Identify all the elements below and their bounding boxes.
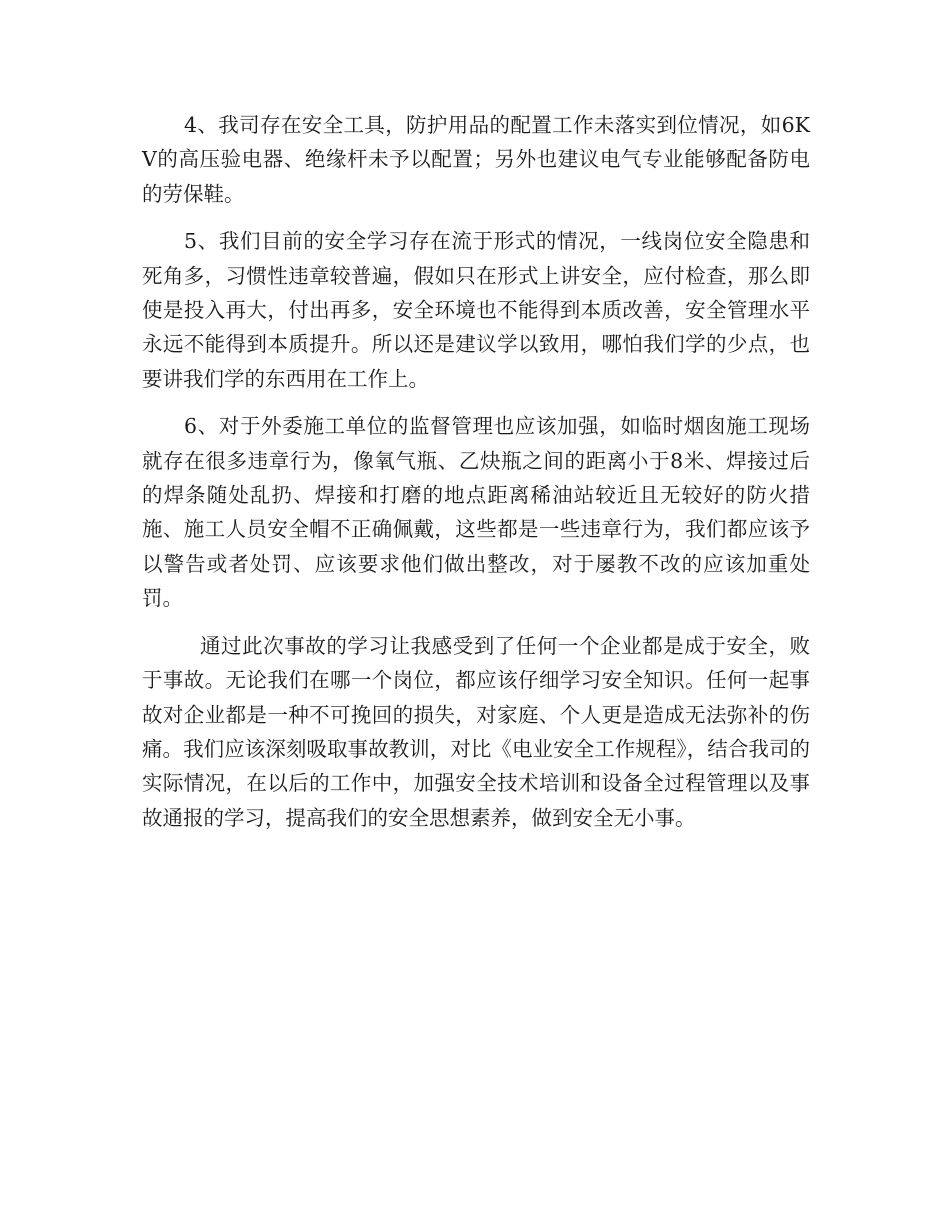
paragraph-conclusion: 通过此次事故的学习让我感受到了任何一个企业都是成于安全，败于事故。无论我们在哪一个岗位，都应该仔细学习安全知识。任何一起事故对企业都是一种不可挽回的损失，对家庭、个人更是造成无法弥补的伤痛。我们应该深刻吸取事故教训，对比《电业安全工作规程》，结合我司的实际情况，在以后的工作中，加强安全技术培训和设备全过程管理以及事故通报的学习，提高我们的安全思想素养，做到安全无小事。 xyxy=(142,633,810,830)
paragraph-item-4: 4、我司存在安全工具，防护用品的配置工作未落实到位情况，如6KV的高压验电器、绝缘杆未予以配置；另外也建议电气专业能够配备防电的劳保鞋。 xyxy=(142,113,810,206)
paragraph-item-5: 5、我们目前的安全学习存在流于形式的情况，一线岗位安全隐患和死角多，习惯性违章较普遍，假如只在形式上讲安全，应付检查，那么即使是投入再大，付出再多，安全环境也不能得到本质改善，安全管理水平永远不能得到本质提升。所以还是建议学以致用，哪怕我们学的少点，也要讲我们学的东西用在工作上。 xyxy=(142,229,810,391)
paragraph-item-6: 6、对于外委施工单位的监督管理也应该加强，如临时烟囱施工现场就存在很多违章行为，像氧气瓶、乙炔瓶之间的距离小于8米、焊接过后的焊条随处乱扔、焊接和打磨的地点距离稀油站较近且无较好的防火措施、施工人员安全帽不正确佩戴，这些都是一些违章行为，我们都应该予以警告或者处罚、应该要求他们做出整改，对于屡教不改的应该加重处罚。 xyxy=(142,414,810,611)
document-body xyxy=(142,108,810,848)
